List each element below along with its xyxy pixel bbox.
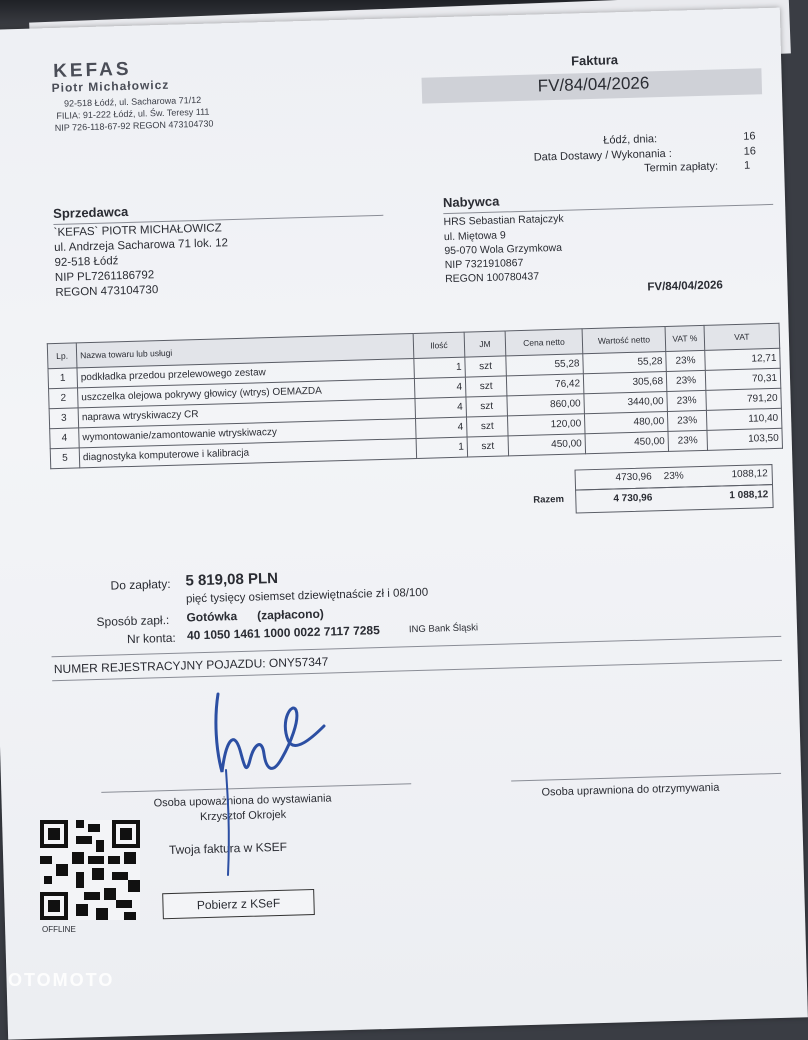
cell-net: 3440,00	[584, 391, 668, 413]
header-ids: NIP 726-118-67-92 REGON 473104730	[54, 118, 214, 133]
col-net: Wartość netto	[582, 326, 666, 353]
handwritten-signature	[200, 680, 340, 880]
cell-rate: 23%	[666, 370, 706, 391]
cell-lp: 5	[50, 448, 80, 469]
cell-net: 450,00	[585, 431, 669, 453]
cell-rate: 23%	[667, 390, 707, 411]
logo-owner: Piotr Michałowicz	[51, 77, 170, 96]
cell-qty: 4	[416, 417, 468, 438]
invoice-number: FV/84/04/2026	[537, 73, 650, 96]
cell-qty: 1	[416, 437, 468, 458]
col-rate: VAT %	[665, 325, 705, 351]
cell-vat: 110,40	[706, 408, 782, 430]
cell-vat: 70,31	[705, 368, 781, 390]
cell-qty: 4	[414, 377, 466, 398]
cell-name: wymontowanie/zamontowanie wtryskiwaczy	[79, 418, 416, 447]
delivery-value: 16	[743, 145, 757, 158]
cell-vat: 12,71	[705, 348, 781, 370]
cell-price: 76,42	[506, 374, 584, 396]
method-label: Sposób zapł.:	[96, 612, 170, 629]
seller-heading: Sprzedawca	[52, 203, 129, 222]
cell-price: 860,00	[507, 394, 585, 416]
subtotal-net: 4730,96	[615, 471, 652, 484]
col-price: Cena netto	[505, 329, 583, 356]
cell-vat: 791,20	[706, 388, 782, 410]
otomoto-watermark: OTOMOTO	[8, 970, 115, 990]
cell-name: naprawa wtryskiwaczy CR	[78, 398, 415, 427]
cell-rate: 23%	[666, 350, 706, 371]
cell-qty: 4	[415, 397, 467, 418]
cell-unit: szt	[465, 356, 507, 377]
seller-regon: REGON 473104730	[55, 284, 159, 299]
total-vat: 1 088,12	[729, 489, 769, 502]
cell-price: 120,00	[507, 414, 585, 436]
total-label: Razem	[533, 493, 565, 506]
logo-text: KEFAS	[52, 58, 132, 82]
account-value: 40 1050 1461 1000 0022 7117 7285	[186, 623, 380, 643]
bank-name: ING Bank Śląski	[408, 622, 479, 636]
ksef-qr-code	[40, 820, 140, 920]
total-row	[575, 484, 774, 514]
col-unit: JM	[464, 331, 506, 357]
method-value: Gotówka (zapłacono)	[186, 606, 324, 625]
issuer-name: Krzysztof Okrojek	[199, 808, 287, 824]
seller-city: 92-518 Łódź	[54, 255, 119, 270]
buyer-city: 95-070 Wola Grzymkowa	[444, 241, 563, 258]
total-net: 4 730,96	[613, 492, 653, 505]
payment-term-value: 1	[743, 159, 751, 172]
invoice-title: Faktura	[570, 52, 619, 69]
date-value: 16	[743, 130, 756, 143]
buyer-regon: REGON 100780437	[444, 270, 540, 286]
cell-lp: 4	[50, 428, 80, 449]
seller-nip: NIP PL7261186792	[54, 269, 155, 285]
cell-net: 305,68	[583, 371, 667, 393]
cell-rate: 23%	[668, 430, 708, 451]
cell-vat: 103,50	[707, 428, 783, 450]
cell-lp: 1	[48, 368, 78, 389]
cell-name: podkładka przedou przelewowego zestaw	[77, 359, 414, 388]
cell-net: 480,00	[584, 411, 668, 433]
invoice-number-repeat: FV/84/04/2026	[647, 279, 724, 294]
qr-offline-label: OFFLINE	[42, 925, 76, 934]
date-label: Łódź, dnia:	[603, 133, 658, 147]
seller-street: ul. Andrzeja Sacharowa 71 lok. 12	[53, 237, 229, 255]
cell-price: 55,28	[506, 354, 584, 376]
buyer-nip: NIP 7321910867	[444, 256, 524, 272]
receiver-signature-line	[511, 773, 781, 782]
cell-unit: szt	[466, 416, 508, 437]
cell-unit: szt	[467, 436, 509, 457]
col-qty: Ilość	[413, 332, 465, 358]
receiver-label: Osoba uprawniona do otrzymywania	[541, 781, 720, 799]
col-vat: VAT	[704, 323, 780, 350]
subtotal-rate: 23%	[663, 470, 684, 483]
account-label: Nr konta:	[126, 630, 176, 647]
cell-unit: szt	[465, 376, 507, 397]
subtotal-vat: 1088,12	[731, 468, 768, 481]
cell-net: 55,28	[583, 351, 667, 373]
col-name: Nazwa towaru lub usługi	[76, 334, 414, 368]
buyer-name: HRS Sebastian Ratajczyk	[443, 212, 564, 229]
due-words: pięć tysięcy osiemset dziewiętnaście zł i 08/100	[185, 586, 429, 606]
buyer-street: ul. Miętowa 9	[443, 229, 506, 244]
cell-unit: szt	[466, 396, 508, 417]
delivery-label: Data Dostawy / Wykonania :	[533, 147, 672, 164]
cell-price: 450,00	[508, 434, 586, 456]
cell-rate: 23%	[667, 410, 707, 431]
cell-name: diagnostyka komputerowe i kalibracja	[79, 438, 416, 467]
ksef-download-button[interactable]: Pobierz z KSeF	[162, 889, 315, 919]
col-lp: Lp.	[47, 343, 77, 369]
due-value: 5 819,08 PLN	[185, 569, 279, 590]
ksef-note: Twoja faktura w KSEF	[168, 839, 288, 858]
due-label: Do zapłaty:	[110, 576, 171, 593]
header-address: 92-518 Łódź, ul. Sacharowa 71/12	[63, 94, 202, 109]
header-branch: FILIA: 91-222 Łódź, ul. Św. Teresy 111	[56, 106, 210, 121]
issuer-label: Osoba upoważniona do wystawiania	[153, 792, 332, 810]
seller-name: `KEFAS` PIOTR MICHAŁOWICZ	[53, 222, 222, 240]
items-table	[47, 323, 783, 469]
cell-lp: 3	[49, 408, 79, 429]
cell-lp: 2	[49, 388, 79, 409]
cell-qty: 1	[414, 357, 466, 378]
buyer-heading: Nabywca	[442, 193, 500, 211]
cell-name: uszczelka olejowa pokrywy głowicy (wtrys) OEMAZDA	[78, 379, 415, 408]
payment-term-label: Termin zapłaty:	[643, 160, 719, 175]
vehicle-registration: NUMER REJESTRACYJNY POJAZDU: ONY57347	[53, 654, 329, 677]
